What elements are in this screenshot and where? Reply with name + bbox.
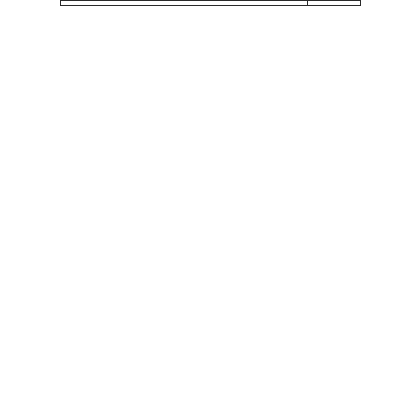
table-row: [61, 1, 361, 6]
medication-table: [60, 0, 361, 6]
quantity-cell: [308, 1, 361, 6]
medication-description-cell: [61, 1, 308, 6]
medication-table-body: [61, 1, 361, 6]
